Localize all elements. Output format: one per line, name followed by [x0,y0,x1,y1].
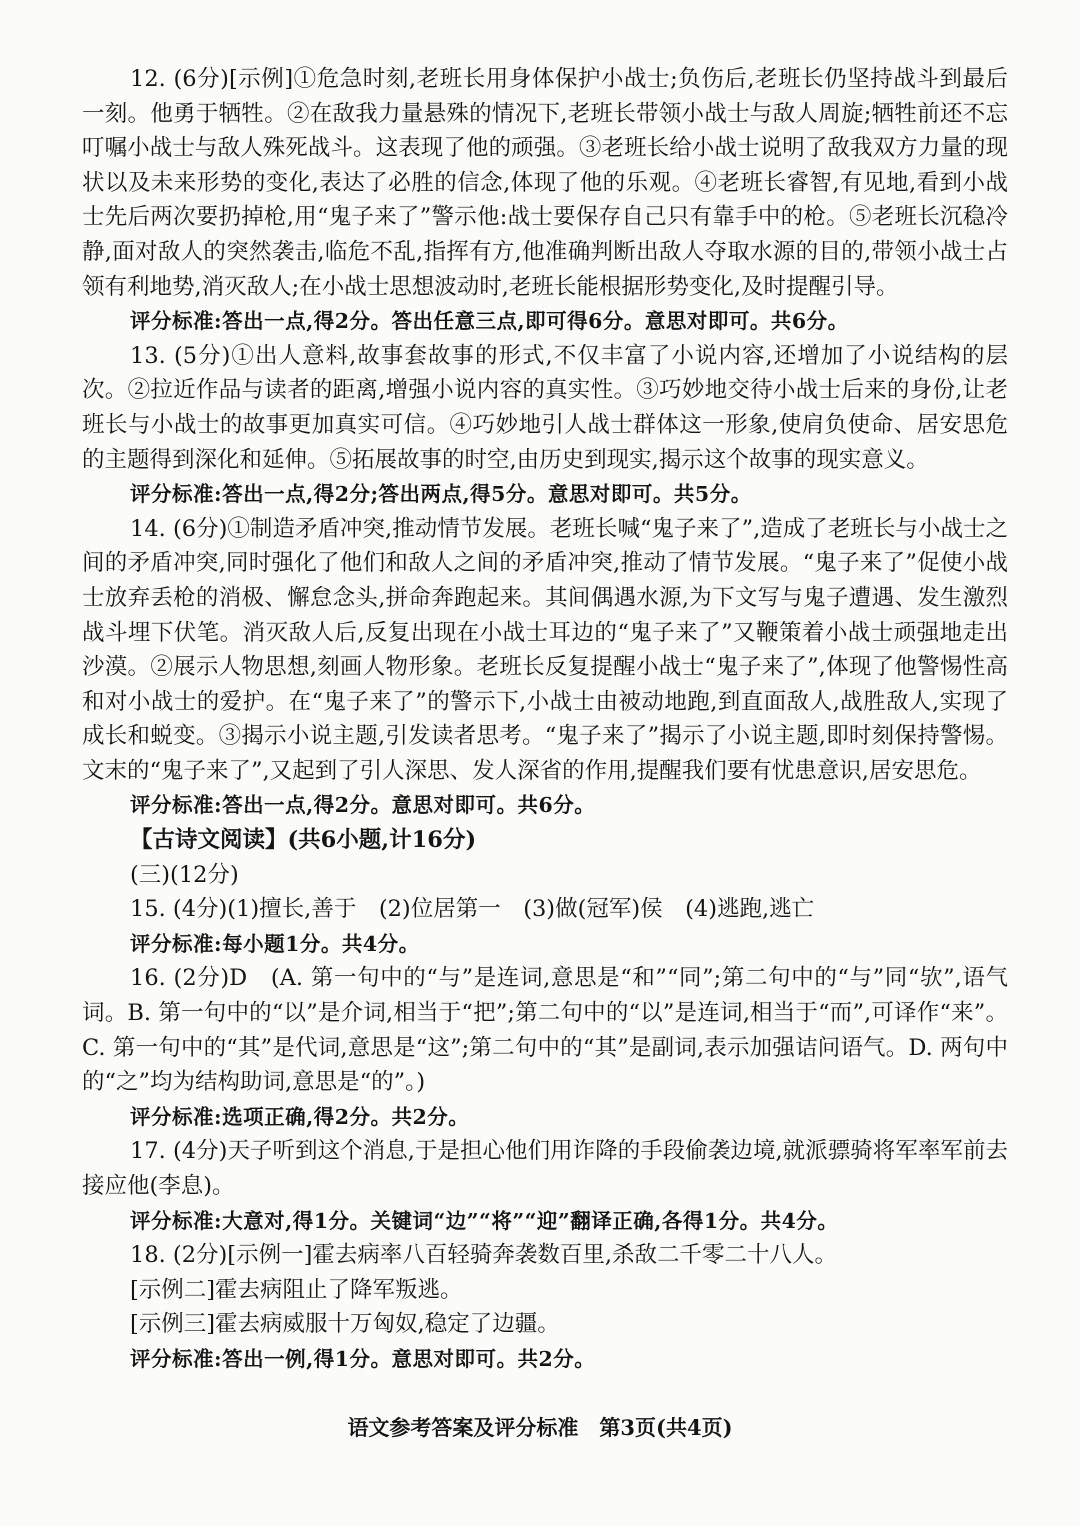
q16-answer: 16. (2分)D (A. 第一句中的“与”是连词,意思是“和”“同”;第二句中的“与”同“欤”,语气词。B. 第一句中的“以”是介词,相当于“把”;第二句中的“以”是连词,相当于“而”,可译作“来”。C. 第一句中的“其”是代词,意思是“这”;第二句中的“其”是副词,表示加强诘问语气。D. 两句中的“之”均为结构助词,意思是“的”。) [82,965,1008,1096]
q13-criteria: 评分标准:答出一点,得2分;答出两点,得5分。意思对即可。共5分。 [130,482,752,507]
q13-answer: 13. (5分)①出人意料,故事套故事的形式,不仅丰富了小说内容,还增加了小说结构的层次。②拉近作品与读者的距离,增强小说内容的真实性。③巧妙地交待小战士后来的身份,让老班长与小战士的故事更加真实可信。④巧妙地引人战士群体这一形象,使肩负使命、居安思危的主题得到深化和延伸。⑤拓展故事的时空,由历史到现实,揭示这个故事的现实意义。 [82,342,1008,473]
q18-answer: 18. (2分)[示例一]霍去病率八百轻骑奔袭数百里,杀敌二千零二十八人。 [130,1242,838,1269]
q18-example-2: [示例二]霍去病阻止了降军叛逃。 [130,1276,463,1303]
q18-example-3: [示例三]霍去病威服十万匈奴,稳定了边疆。 [130,1311,560,1338]
q18-criteria: 评分标准:答出一例,得1分。意思对即可。共2分。 [130,1346,596,1371]
q15-criteria: 评分标准:每小题1分。共4分。 [130,931,420,956]
q17-answer: 17. (4分)天子听到这个消息,于是担心他们用诈降的手段偷袭边境,就派骠骑将军率军前去接应他(李息)。 [82,1138,1008,1199]
q12-answer: 12. (6分)[示例]①危急时刻,老班长用身体保护小战士;负伤后,老班长仍坚持战斗到最后一刻。他勇于牺牲。②在敌我力量悬殊的情况下,老班长带领小战士与敌人周旋;牺牲前还不忘叮嘱小战士与敌人殊死战斗。这表现了他的顽强。③老班长给小战士说明了敌我双方力量的现状以及未来形势的变化,表达了必胜的信念,体现了他的乐观。④老班长睿智,有见地,看到小战士先后两次要扔掉枪,用“鬼子来了”警示他:战士要保存自己只有靠手中的枪。⑤老班长沉稳冷静,面对敌人的突然袭击,临危不乱,指挥有方,他准确判断出敌人夺取水源的目的,带领小战士占领有利地势,消灭敌人;在小战士思想波动时,老班长能根据形势变化,及时提醒引导。 [82,66,1008,300]
subsection-heading: (三)(12分) [130,861,239,888]
q17-criteria: 评分标准:大意对,得1分。关键词“边”“将”“迎”翻译正确,各得1分。共4分。 [130,1208,839,1233]
section-heading: 【古诗文阅读】(共6小题,计16分) [130,827,477,854]
q12-criteria: 评分标准:答出一点,得2分。答出任意三点,即可得6分。意思对即可。共6分。 [130,309,849,334]
q15-answer: 15. (4分)(1)擅长,善于 (2)位居第一 (3)做(冠军)侯 (4)逃跑,逃亡 [130,896,815,923]
q14-criteria: 评分标准:答出一点,得2分。意思对即可。共6分。 [130,793,596,818]
page-footer: 语文参考答案及评分标准 第3页(共4页) [347,1415,733,1440]
q16-criteria: 评分标准:选项正确,得2分。共2分。 [130,1104,470,1129]
q14-answer: 14. (6分)①制造矛盾冲突,推动情节发展。老班长喊“鬼子来了”,造成了老班长与小战士之间的矛盾冲突,同时强化了他们和敌人之间的矛盾冲突,推动了情节发展。“鬼子来了”促使小战士放弃丢枪的消极、懈怠念头,拼命奔跑起来。其间偶遇水源,为下文写与鬼子遭遇、发生激烈战斗埋下伏笔。消灭敌人后,反复出现在小战士耳边的“鬼子来了”又鞭策着小战士顽强地走出沙漠。②展示人物思想,刻画人物形象。老班长反复提醒小战士“鬼子来了”,体现了他警惕性高和对小战士的爱护。在“鬼子来了”的警示下,小战士由被动地跑,到直面敌人,战胜敌人,实现了成长和蜕变。③揭示小说主题,引发读者思考。“鬼子来了”揭示了小说主题,即时刻保持警惕。文末的“鬼子来了”,又起到了引人深思、发人深省的作用,提醒我们要有忧患意识,居安思危。 [82,515,1008,784]
